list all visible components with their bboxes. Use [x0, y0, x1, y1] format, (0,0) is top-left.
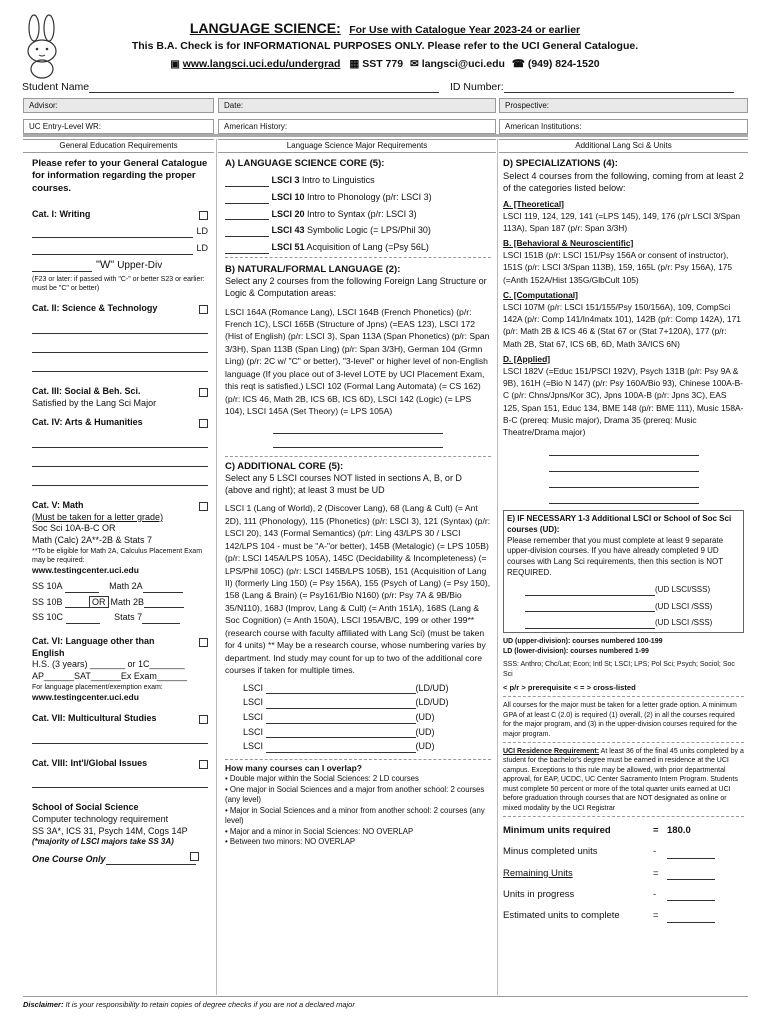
core-c-intro: Select any 5 LSCI courses NOT listed in sections A, B, or D (above and right); at least 3 must be UD — [225, 472, 462, 495]
ss10b-row[interactable] — [32, 597, 208, 609]
cat7-row — [32, 713, 208, 725]
units-op: - — [653, 846, 657, 858]
units-label: Minimum units required — [503, 825, 611, 837]
building-icon: ▦ — [349, 58, 360, 70]
cat6-checkbox[interactable] — [199, 638, 208, 647]
cat1-row — [32, 209, 208, 221]
course-name: Symbolic Logic (= LPS/Phil 30) — [307, 225, 431, 236]
grade-note: All courses for the major must be taken for a letter grade option. A minimum GPA of at least C (2.0) is required (1) overall, (2) in all the courses required for the major program, and (3) in the upper-division courses required for the major program. — [503, 702, 737, 738]
core-a-list — [225, 175, 491, 253]
stats7-label: Stats 7 — [114, 612, 143, 623]
blank-line[interactable] — [32, 355, 208, 372]
level-label: (UD LSCI /SSS) — [655, 601, 713, 611]
divider — [503, 742, 744, 743]
soc-sci-option: Soc Sci 10A-B-C OR — [32, 523, 116, 534]
units-row[interactable] — [503, 846, 744, 858]
blank-line[interactable] — [549, 494, 699, 504]
residence-note — [503, 747, 744, 813]
footer-divider — [23, 996, 748, 997]
core-c-courses: LSCI 1 (Lang of World), 2 (Discover Lang), 68 (Lang & Cult) (= Ant 2D), 111 (Phonology), 115 (Phonetics) (p/r: LSCI 3), 121 (Syntax) (p/r: LSCI 20), 143 (Formal Semantics) (p/r: Ling 43/LPS 30 / LSCI 142/LPS 104 - must be "A-"or better), 145B (Metalogic) (= LPS 105B) (p/r: LSCI 145A/LPS 105A), 145C (Decidability & Incompleteness) (= LPS/Phil 105C) (p/r: LSCI 145B/LPS 105B), 151 (Acquisition of Lang II) (formerly Ling 150) (= Psy 156A), 155 (Psych of Lang) (= Psy 150), 158 (Lang & Brain) (= Psy161/Bio N160) (p/r: Psy 7A & 9B/Bio 35/N110), 168J (Improv, Lang & Cult) (= Anth 151A), 168S (Lang & Soc Cognition) (= Anth 150A), LSCI 195A/B/C, 199 or other 199** (research course with faculty affiliated with Lang Sci) (must be taken for 4 units) ** May be a research course, whose numbering varies by department. Ind study may count for up to two of the additional core courses if taken for multiple times. — [225, 503, 491, 676]
units-value: 180.0 — [667, 825, 691, 837]
spec-cat-courses: LSCI 119, 124, 129, 141 (=LPS 145), 149, 176 (p/r LSCI 3/Span 113A), Span 187 (p/r: Span 3/3H) — [503, 210, 741, 233]
sss-note: SSS: Anthro; Chc/Lat; Econ; Intl St; LSCI; LPS; Pol Sci; Psych; Sociol; Soc Sci — [503, 661, 735, 678]
cat5-checkbox[interactable] — [199, 502, 208, 511]
course-name: Acquisition of Lang (=Psy 56L) — [306, 242, 429, 253]
lsci-label: LSCI — [243, 726, 264, 737]
cat5-label: Cat. V: Math — [32, 499, 84, 510]
cat7-checkbox[interactable] — [199, 715, 208, 724]
units-op: = — [653, 867, 659, 879]
or-box: OR — [89, 596, 109, 608]
disclaimer — [23, 1000, 355, 1009]
section-e-line[interactable] — [507, 585, 740, 596]
cat2-row — [32, 303, 208, 315]
upper-div-label: Upper-Div — [117, 260, 163, 272]
testing-link[interactable]: www.testingcenter.uci.edu — [32, 564, 139, 575]
overlap-item: • One major in Social Sciences and a major from another school: 2 courses (any level) — [225, 784, 485, 805]
cat7-label: Cat. VII: Multicultural Studies — [32, 712, 157, 723]
overlap-item: • Double major within the Social Sciences: 2 LD courses — [225, 774, 419, 784]
student-name-label: Student Name — [22, 81, 90, 93]
email-link[interactable]: langsci@uci.edu — [421, 58, 505, 70]
cat6-row — [32, 636, 208, 659]
info-notice: This B.A. Check is for INFORMATIONAL PURPOSES ONLY. Please refer to the UCI General Catalogue. — [131, 40, 639, 52]
units-op: = — [653, 910, 659, 922]
cat3-label: Cat. III: Social & Beh. Sci. — [32, 385, 141, 396]
ud-note: UD (upper-division): courses numbered 100-199 — [503, 638, 663, 646]
testing-link-2[interactable]: www.testingcenter.uci.edu — [32, 691, 139, 702]
divider — [503, 816, 744, 817]
course-name: Intro to Syntax (p/r: LSCI 3) — [307, 208, 417, 219]
additional-header: Additional Lang Sci & Units — [499, 139, 748, 153]
ge-header: General Education Requirements — [23, 139, 214, 153]
one-course-label: One Course Only — [32, 853, 106, 864]
cat6-label: Cat. VI: Language other than English — [32, 636, 155, 658]
entry-wr-field[interactable]: UC Entry-Level WR: — [23, 119, 214, 134]
lsci-label: LSCI — [243, 682, 264, 693]
title-main: LANGUAGE SCIENCE: — [189, 20, 341, 36]
math-note: **To be eligible for Math 2A, Calculus Placement Exam may be required: — [32, 547, 203, 564]
blank-line[interactable] — [549, 478, 699, 488]
w-label: "W" — [96, 258, 115, 271]
core-b-intro: Select any 2 courses from the following Foreign Lang Structure or Logic & Computation areas: — [225, 276, 487, 298]
core-c-line[interactable] — [225, 683, 491, 695]
disclaimer-label: Disclaimer: — [23, 1000, 64, 1009]
spec-cat-courses: LSCI 182V (=Educ 151/PSCI 192V), Psych 131B (p/r: Psy 9A & 9B), 161H (=Bio N 147) (p/r: Psy 160A/Bio 93), Chinese 100A-B-C (p/r: Chns/Jpns/Kor 3C), Jpns 100A-B (p/r: Jpns 3C), EAS 125, Span 151, Educ 134, BME 148 (p/r: BME 111), Music 158A-B-C (prereq: Music major), Drama 35 (prereq: Music Theatre/Drama major) — [503, 365, 744, 437]
core-c-line[interactable] — [225, 741, 491, 753]
legend-notes — [503, 637, 744, 817]
cat5-row — [32, 500, 208, 512]
major-column — [225, 158, 491, 998]
units-op: - — [653, 889, 657, 901]
american-history-field[interactable]: American History: — [218, 119, 496, 134]
math2a-label: Math 2A — [109, 580, 143, 591]
math2b-label: Math 2B — [110, 596, 145, 607]
prereq-note: < p/r > prerequisite < = > cross-listed — [503, 682, 636, 692]
cat8-label: Cat. VIII: Int'l/Global Issues — [32, 757, 148, 768]
ld-line-1[interactable] — [32, 224, 208, 238]
blank-line[interactable] — [32, 771, 208, 788]
course-code: LSCI 20 — [271, 208, 305, 219]
blank-line[interactable] — [32, 336, 208, 353]
title-line — [0, 20, 770, 38]
cat2-checkbox[interactable] — [199, 305, 208, 314]
room-number: SST 779 — [362, 58, 404, 70]
school-title: School of Social Science — [32, 802, 139, 813]
web-icon: ▣ — [170, 59, 180, 70]
blank-line[interactable] — [32, 431, 208, 448]
one-course-row[interactable] — [32, 854, 208, 866]
cat3-note: Satisfied by the Lang Sci Major — [32, 397, 157, 408]
spec-categories — [503, 198, 744, 439]
lsci-label: LSCI — [243, 712, 264, 723]
level-label: (UD LSCI/SSS) — [655, 584, 711, 594]
units-row[interactable] — [503, 889, 744, 901]
course-code: LSCI 10 — [271, 192, 305, 203]
ap-line[interactable]: AP______SAT______Ex Exam______ — [32, 671, 187, 682]
units-row[interactable] — [503, 868, 744, 880]
section-e-text: Please remember that you must complete at least 9 separate upper-division courses. If you have already completed 9 UD courses with Lang Sci requirements, then this section is NOT REQUIRED. — [507, 535, 724, 578]
level-label: (LD/UD) — [415, 697, 449, 708]
id-number-label: ID Number: — [450, 81, 504, 93]
website-link[interactable]: www.langsci.uci.edu/undergrad — [182, 58, 341, 70]
school-req: Computer technology requirement — [32, 813, 169, 824]
divider — [23, 134, 748, 137]
section-e-line[interactable] — [507, 618, 740, 629]
core-c-line[interactable] — [225, 712, 491, 724]
school-checkbox[interactable] — [190, 852, 199, 861]
level-label: (UD) — [415, 712, 435, 723]
cat8-row — [32, 758, 208, 770]
core-c-title: C) ADDITIONAL CORE (5): — [225, 460, 344, 472]
f23-note: (F23 or later: if passed with "C-" or better S23 or earlier: must be "C" or better) — [32, 276, 205, 293]
date-field[interactable]: Date: — [218, 98, 496, 113]
section-e-title: E) IF NECESSARY 1-3 Additional LSCI or School of Soc Sci courses (UD): — [507, 514, 732, 534]
school-courses: SS 3A*, ICS 31, Psych 14M, Cogs 14P — [32, 825, 188, 836]
student-name-field[interactable] — [22, 81, 439, 93]
phone-number: (949) 824-1520 — [527, 58, 600, 70]
disclaimer-text: It is your responsibility to retain copies of degree checks if you are not a declared major — [65, 1000, 355, 1009]
divider — [503, 696, 744, 697]
divider — [225, 456, 491, 457]
blank-line[interactable] — [273, 438, 443, 448]
blank-line[interactable] — [549, 462, 699, 472]
blank-line[interactable] — [273, 424, 443, 434]
spec-cat-title: D. [Applied] — [503, 353, 550, 364]
ss10c-label: SS 10C — [32, 612, 64, 623]
prospective-field[interactable]: Prospective: — [499, 98, 748, 113]
core-a-item[interactable] — [225, 175, 491, 187]
ld-note: LD (lower-division): courses numbered 1-99 — [503, 647, 649, 655]
cat3-checkbox[interactable] — [199, 388, 208, 397]
level-label: (LD/UD) — [415, 682, 449, 693]
overlap-list — [225, 774, 491, 848]
w-line[interactable] — [32, 258, 208, 272]
course-code: LSCI 3 — [271, 175, 300, 186]
divider — [225, 759, 491, 760]
core-b-courses: LSCI 164A (Romance Lang), LSCI 164B (French Phonetics) (p/r: French 1C), LSCI 165B (Structure of Jpns) (=EAS 123), LSCI 172 (Hist of English) (p/r: LSCI 3), Span 113A (Span Phonetics) (p/r: Span 3/3H), Span 113B (Span Ling) (p/r: Span 3/3H), German 104 (Grmn Ling) (p/r: 2C w/ "C" or better), "3-level" or higher level of non-English language (If you place out of 3-level LOTE by UCI Placement Exam, this reqt is satisfied.) LSCI 102 (Formal Lang Automata) (= CS 162) (p/r: ICS 46, Math 2B, ICS 6B, ICS 6D), LSCI 142 (Logic) (= LPS 104), LSCI 145A (Set Theory) (= LPS 105A) — [225, 306, 490, 417]
core-c-line[interactable] — [225, 727, 491, 739]
course-code: LSCI 43 — [271, 225, 305, 236]
spec-cat-title: B. [Behavioral & Neuroscientific] — [503, 238, 634, 249]
core-a-item[interactable] — [225, 225, 491, 237]
hs-line[interactable]: H.S. (3 years) _______ or 1C_______ — [32, 659, 185, 670]
section-e-line[interactable] — [507, 602, 740, 613]
units-label: Remaining Units — [503, 867, 573, 879]
cat8-checkbox[interactable] — [199, 760, 208, 769]
ge-column — [32, 158, 208, 998]
level-label: (UD) — [415, 741, 435, 752]
advisor-field[interactable]: Advisor: — [23, 98, 214, 113]
mail-icon: ✉ — [409, 58, 419, 70]
title-sub: For Use with Catalogue Year 2023-24 or earlier — [349, 24, 581, 36]
core-a-title: A) LANGUAGE SCIENCE CORE (5): — [225, 158, 385, 169]
cat4-checkbox[interactable] — [199, 419, 208, 428]
ss10a-label: SS 10A — [32, 580, 63, 591]
units-op: = — [653, 825, 659, 837]
spec-cat-courses: LSCI 151B (p/r: LSCI 151/Psy 156A or consent of instructor), 151S (p/r: LSCI 3/Span 113B), 159, 165L (p/r: Psy 156A), 175 (=Anth 152A/Hist 135G/GlbCult 105) — [503, 250, 733, 285]
cat4-row — [32, 417, 208, 429]
spec-cat-title: C. [Computational] — [503, 289, 578, 300]
core-a-item[interactable] — [225, 209, 491, 221]
cat5-note: (Must be taken for a letter grade) — [32, 511, 164, 522]
lsci-label: LSCI — [243, 741, 264, 752]
school-note: (*majority of LSCI majors take SS 3A) — [32, 837, 174, 847]
blank-line[interactable] — [32, 317, 208, 334]
major-header: Language Science Major Requirements — [218, 139, 496, 153]
core-c-line[interactable] — [225, 697, 491, 709]
blank-line[interactable] — [32, 469, 208, 486]
ld-label: LD — [196, 226, 208, 237]
id-number-field[interactable] — [450, 81, 734, 93]
units-label: Estimated units to complete — [503, 910, 620, 922]
blank-line[interactable] — [549, 446, 699, 456]
units-label: Units in progress — [503, 889, 575, 901]
ss10c-row[interactable] — [32, 612, 208, 624]
level-label: (UD) — [415, 726, 435, 737]
core-b-title: B) NATURAL/FORMAL LANGUAGE (2): — [225, 263, 401, 275]
blank-line[interactable] — [32, 727, 208, 744]
divider — [225, 257, 491, 258]
overlap-title: How many courses can I overlap? — [225, 763, 362, 774]
residence-text: At least 36 of the final 45 units completed by a student for the bachelor's degree must be earned in residence at the UCI campus. Exceptions to this rule may be allowed, with prior departmental approval, for EAP, UCDC, UC Center Sacramento Intern Program. Students must complete 50 percent or more of the total quarter units earned at UCI before graduation through courses that are NOT designated as online or mixed modality by the UCI Registrar — [503, 747, 744, 812]
section-e-box — [503, 510, 744, 633]
american-institutions-field[interactable]: American Institutions: — [499, 119, 748, 134]
lang-note: For language placement/exemption exam: — [32, 683, 163, 691]
ss10a-row[interactable] — [32, 581, 208, 593]
overlap-item: • Major in Social Sciences and a minor from another school: 2 courses (any level) — [225, 805, 485, 826]
phone-icon: ☎ — [511, 58, 525, 70]
column-divider — [216, 139, 217, 995]
column-divider — [497, 139, 498, 995]
blank-line[interactable] — [32, 450, 208, 467]
course-name: Intro to Linguistics — [302, 175, 375, 186]
course-code: LSCI 51 — [271, 242, 305, 253]
spec-cat-title: A. [Theoretical] — [503, 198, 564, 209]
course-name: Intro to Phonology (p/r: LSCI 3) — [307, 192, 432, 203]
units-row[interactable] — [503, 825, 744, 837]
overlap-item: • Between two minors: NO OVERLAP — [225, 837, 356, 847]
ge-intro: Please refer to your General Catalogue for information regarding the proper courses. — [32, 158, 208, 194]
additional-column — [503, 158, 744, 998]
level-label: (UD LSCI /SSS) — [655, 618, 713, 628]
cat1-checkbox[interactable] — [199, 211, 208, 220]
cat1-label: Cat. I: Writing — [32, 209, 91, 220]
units-row[interactable] — [503, 910, 744, 922]
overlap-item: • Major and a minor in Social Sciences: NO OVERLAP — [225, 826, 414, 836]
lsci-label: LSCI — [243, 697, 264, 708]
residence-title: UCI Residence Requirement: — [503, 747, 600, 755]
core-c-lines — [225, 683, 491, 753]
ss10b-label: SS 10B — [32, 596, 63, 607]
ld-label: LD — [196, 243, 208, 254]
spec-cat-courses: LSCI 107M (p/r: LSCI 151/155/Psy 150/156A), 109, CompSci 142A (p/r: Comp 141/In4matx 101), 142B (p/r: Comp 142A), 171 (p/r: Math 2B & ICS 46 & (Stat 67 or (Stat 7+120A), 177 (p/r: Math 2B, Stat 67, ICS 6B, 6D, Math 3A/ICS 6N) — [503, 302, 741, 349]
math-option: Math (Calc) 2A**-2B & Stats 7 — [32, 535, 153, 546]
core-a-item[interactable] — [225, 242, 491, 254]
ld-line-2[interactable] — [32, 241, 208, 255]
cat2-label: Cat. II: Science & Technology — [32, 303, 158, 314]
spec-title: D) SPECIALIZATIONS (4): — [503, 158, 618, 169]
contact-line — [0, 58, 770, 70]
core-a-item[interactable] — [225, 192, 491, 204]
units-table — [503, 825, 744, 923]
cat4-label: Cat. IV: Arts & Humanities — [32, 417, 143, 428]
units-label: Minus completed units — [503, 846, 598, 858]
cat3-row — [32, 386, 208, 398]
spec-intro: Select 4 courses from the following, coming from at least 2 of the categories listed below: — [503, 171, 744, 194]
